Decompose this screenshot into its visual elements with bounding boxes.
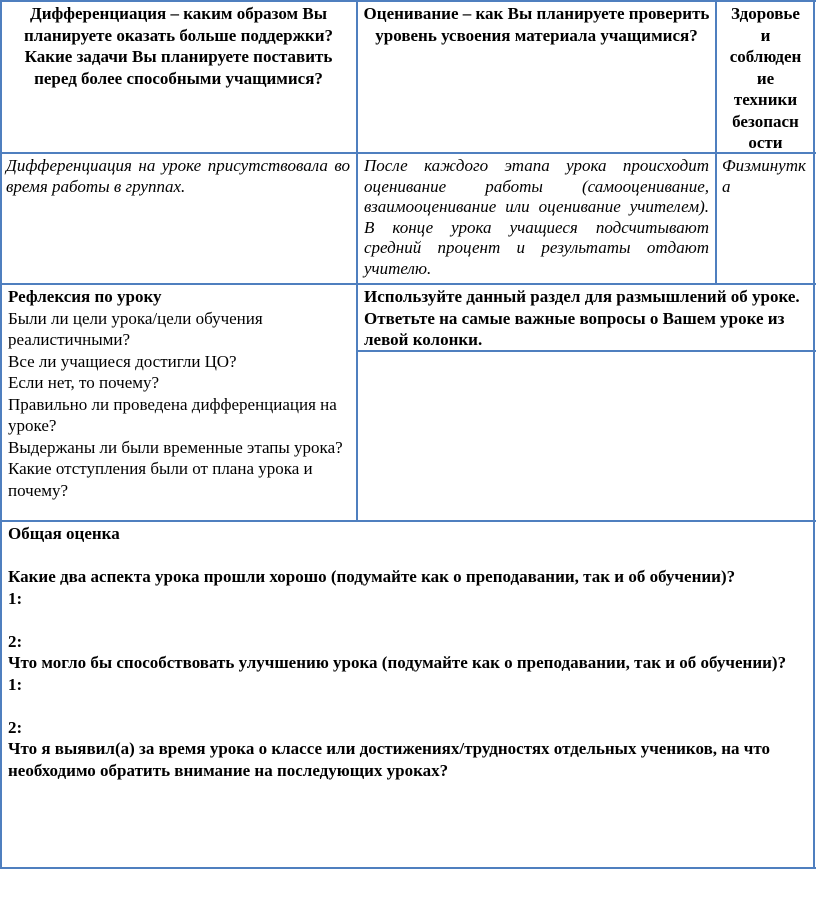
assessment-content (364, 156, 709, 279)
reflection-answer-area[interactable] (359, 353, 812, 519)
border-col-split-2 (715, 0, 717, 285)
summary-answer-slot: 2: (8, 631, 23, 651)
summary-question-improve: Что могло бы способствовать улучшению урока (подумайте как о преподавании, так и об обучении)? (8, 653, 787, 672)
header-assessment (363, 3, 710, 46)
reflection-question: Были ли цели урока/цели обучения реалистичными? (8, 308, 263, 349)
reflection-instruction-cell (364, 286, 804, 351)
differentiation-text: Дифференциация на уроке присутствовала во время работы в группах. (6, 156, 350, 196)
header-health-safety (718, 3, 813, 154)
border-row1-bottom (0, 283, 816, 285)
summary-question-good: Какие два аспекта урока прошли хорошо (подумайте как о преподавании, так и об обучении)? (8, 567, 736, 586)
differentiation-content (6, 156, 350, 197)
summary-title: Общая оценка (8, 524, 120, 543)
health-content (722, 156, 810, 197)
border-top (0, 0, 816, 2)
summary-cell (8, 523, 808, 781)
header-health-line: безопасн (732, 111, 799, 131)
border-right (813, 0, 815, 869)
border-header-bottom (0, 152, 816, 154)
header-health-line: ости (748, 133, 783, 152)
header-health-line: и (760, 25, 771, 45)
reflection-question: Выдержаны ли были временные этапы урока? (8, 437, 343, 457)
summary-question-findings: Что я выявил(а) за время урока о классе или достижениях/трудностях отдельных учеников, на что необходимо обратить внимание на последующих уроках? (8, 739, 771, 780)
reflection-question: Если нет, то почему? (8, 373, 160, 392)
health-text: Физминутка (722, 156, 806, 196)
header-health-line: Здоровье (731, 4, 800, 23)
border-bottom (0, 867, 816, 869)
header-health-line: ие (756, 68, 775, 88)
header-differentiation (6, 3, 351, 89)
reflection-question: Все ли учащиеся достигли ЦО? (8, 351, 237, 371)
border-left (0, 0, 2, 869)
assessment-text: После каждого этапа урока происходит оценивание работы (самооценивание, взаимооценивание или оценивание учителем). В конце урока учащиеся подсчитывают средний процент и результаты отдают учителю. (364, 156, 709, 278)
summary-answer-slot: 2: (8, 717, 23, 737)
border-col-split-1 (356, 0, 358, 522)
reflection-title: Рефлексия по уроку (8, 287, 162, 306)
reflection-question: Правильно ли проведена дифференциация на уроке? (8, 394, 337, 435)
header-health-line: техники (733, 90, 798, 109)
header-health-line: соблюден (729, 47, 802, 66)
header-differentiation-text: Дифференциация – каким образом Вы планируете оказать больше поддержки? Какие задачи Вы планируете поставить перед более способными учащимися? (24, 4, 333, 88)
reflection-instruction: Используйте данный раздел для размышлений об уроке. Ответьте на самые важные вопросы о Вашем уроке из левой колонки. (364, 287, 800, 349)
reflection-cell (8, 286, 352, 501)
border-reflection-bottom (0, 520, 816, 522)
reflection-question: Какие отступления были от плана урока и почему? (8, 459, 313, 500)
header-assessment-text: Оценивание – как Вы планируете проверить уровень усвоения материала учащимися? (363, 4, 710, 45)
summary-answer-slot: 1: (8, 674, 23, 694)
summary-answer-slot: 1: (8, 588, 23, 608)
